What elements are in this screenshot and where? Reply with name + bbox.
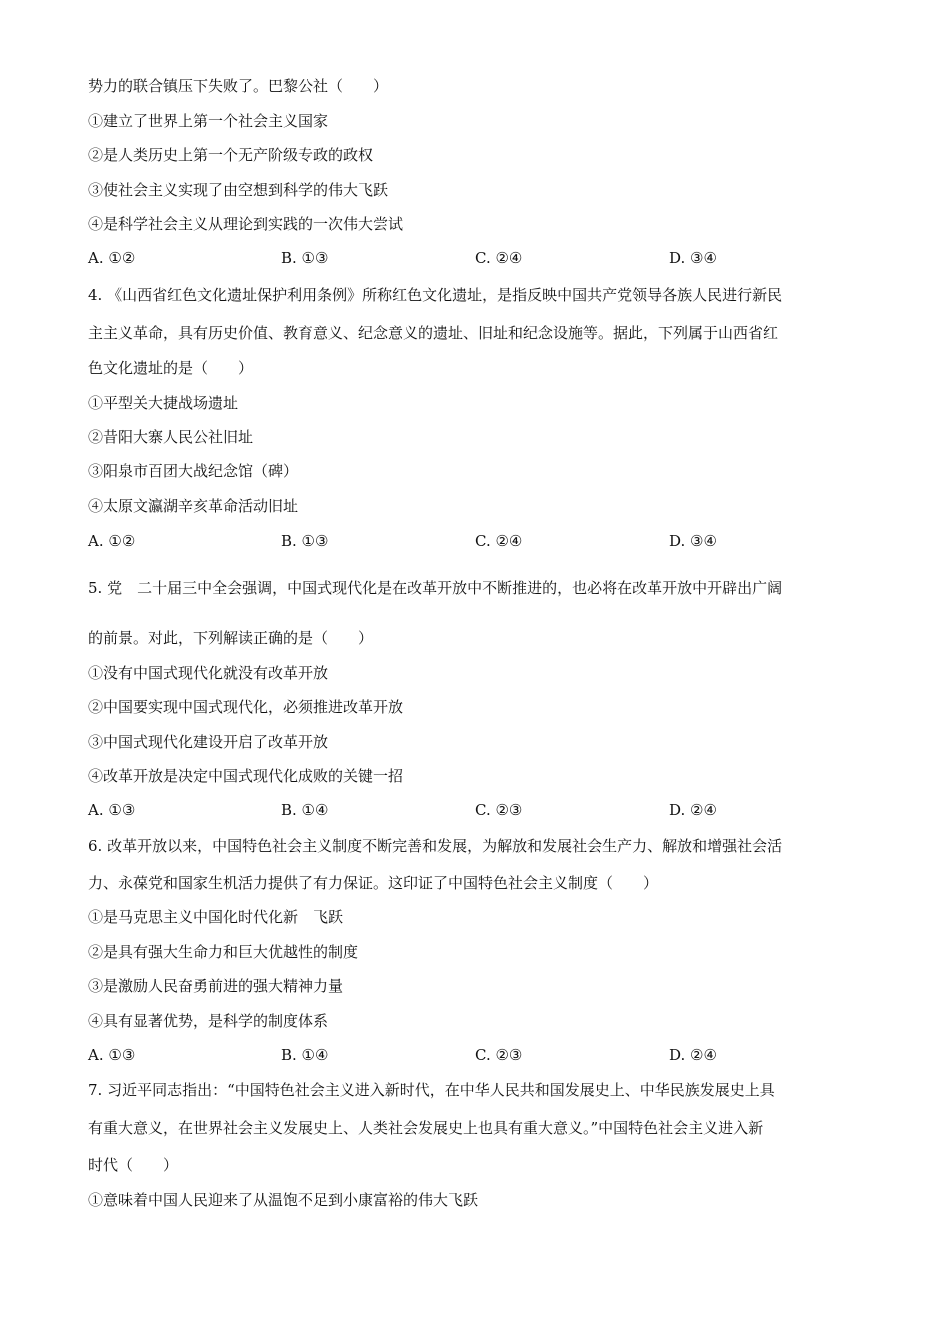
q4-stem-line-2: 主主义革命，具有历史价值、教育意义、纪念意义的遗址、旧址和纪念设施等。据此，下列属于山西省红 — [88, 324, 779, 342]
q3-option-a: A. ①② — [88, 249, 136, 267]
q5-item-1: ①没有中国式现代化就没有改革开放 — [88, 664, 329, 682]
q6-stem-line-2: 力、永葆党和国家生机活力提供了有力保证。这印证了中国特色社会主义制度（ ） — [88, 874, 659, 892]
q3-stem-tail: 势力的联合镇压下失败了。巴黎公社（ ） — [88, 77, 389, 95]
q4-option-c: C. ②④ — [475, 532, 523, 550]
q3-option-c: C. ②④ — [475, 249, 523, 267]
q5-option-b: B. ①④ — [281, 801, 329, 819]
q3-item-3: ③使社会主义实现了由空想到科学的伟大飞跃 — [88, 181, 389, 199]
q4-item-3: ③阳泉市百团大战纪念馆（碑） — [88, 462, 299, 480]
q4-stem-line-3: 色文化遗址的是（ ） — [88, 359, 254, 377]
q6-item-1: ①是马克思主义中国化时代化新 飞跃 — [88, 908, 344, 926]
q3-item-2: ②是人类历史上第一个无产阶级专政的政权 — [88, 146, 374, 164]
q3-option-d: D. ③④ — [669, 249, 717, 267]
q5-stem-line-1: 5. 党 二十届三中全会强调，中国式现代化是在改革开放中不断推进的，也必将在改革开放中开辟出广阔 — [88, 579, 783, 597]
q4-option-a: A. ①② — [88, 532, 136, 550]
q6-item-4: ④具有显著优势，是科学的制度体系 — [88, 1012, 329, 1030]
q7-item-1: ①意味着中国人民迎来了从温饱不足到小康富裕的伟大飞跃 — [88, 1191, 479, 1209]
q4-stem-line-1: 4. 《山西省红色文化遗址保护利用条例》所称红色文化遗址，是指反映中国共产党领导各族人民进行新民 — [88, 286, 783, 304]
q4-item-4: ④太原文瀛湖辛亥革命活动旧址 — [88, 497, 299, 515]
q6-option-a: A. ①③ — [88, 1046, 136, 1064]
q3-item-4: ④是科学社会主义从理论到实践的一次伟大尝试 — [88, 215, 404, 233]
q7-stem-line-3: 时代（ ） — [88, 1156, 179, 1174]
q3-item-1: ①建立了世界上第一个社会主义国家 — [88, 112, 329, 130]
q3-option-b: B. ①③ — [281, 249, 329, 267]
q4-item-2: ②昔阳大寨人民公社旧址 — [88, 428, 254, 446]
q5-option-a: A. ①③ — [88, 801, 136, 819]
q5-option-c: C. ②③ — [475, 801, 523, 819]
q4-option-b: B. ①③ — [281, 532, 329, 550]
q4-item-1: ①平型关大捷战场遗址 — [88, 394, 239, 412]
q6-stem-line-1: 6. 改革开放以来，中国特色社会主义制度不断完善和发展，为解放和发展社会生产力、解放和增强社会活 — [88, 837, 783, 855]
q7-stem-line-1: 7. 习近平同志指出：“中国特色社会主义进入新时代，在中华人民共和国发展史上、中华民族发展史上具 — [88, 1081, 775, 1099]
q6-option-c: C. ②③ — [475, 1046, 523, 1064]
q5-item-4: ④改革开放是决定中国式现代化成败的关键一招 — [88, 767, 404, 785]
q5-option-d: D. ②④ — [669, 801, 717, 819]
q6-option-d: D. ②④ — [669, 1046, 717, 1064]
q5-stem-line-2: 的前景。对此，下列解读正确的是（ ） — [88, 629, 374, 647]
q5-item-3: ③中国式现代化建设开启了改革开放 — [88, 733, 329, 751]
q7-stem-line-2: 有重大意义，在世界社会主义发展史上、人类社会发展史上也具有重大意义。”中国特色社会主义进入新 — [88, 1119, 764, 1137]
q5-item-2: ②中国要实现中国式现代化，必须推进改革开放 — [88, 698, 404, 716]
q4-option-d: D. ③④ — [669, 532, 717, 550]
q6-item-3: ③是激励人民奋勇前进的强大精神力量 — [88, 977, 344, 995]
q6-option-b: B. ①④ — [281, 1046, 329, 1064]
q6-item-2: ②是具有强大生命力和巨大优越性的制度 — [88, 943, 359, 961]
